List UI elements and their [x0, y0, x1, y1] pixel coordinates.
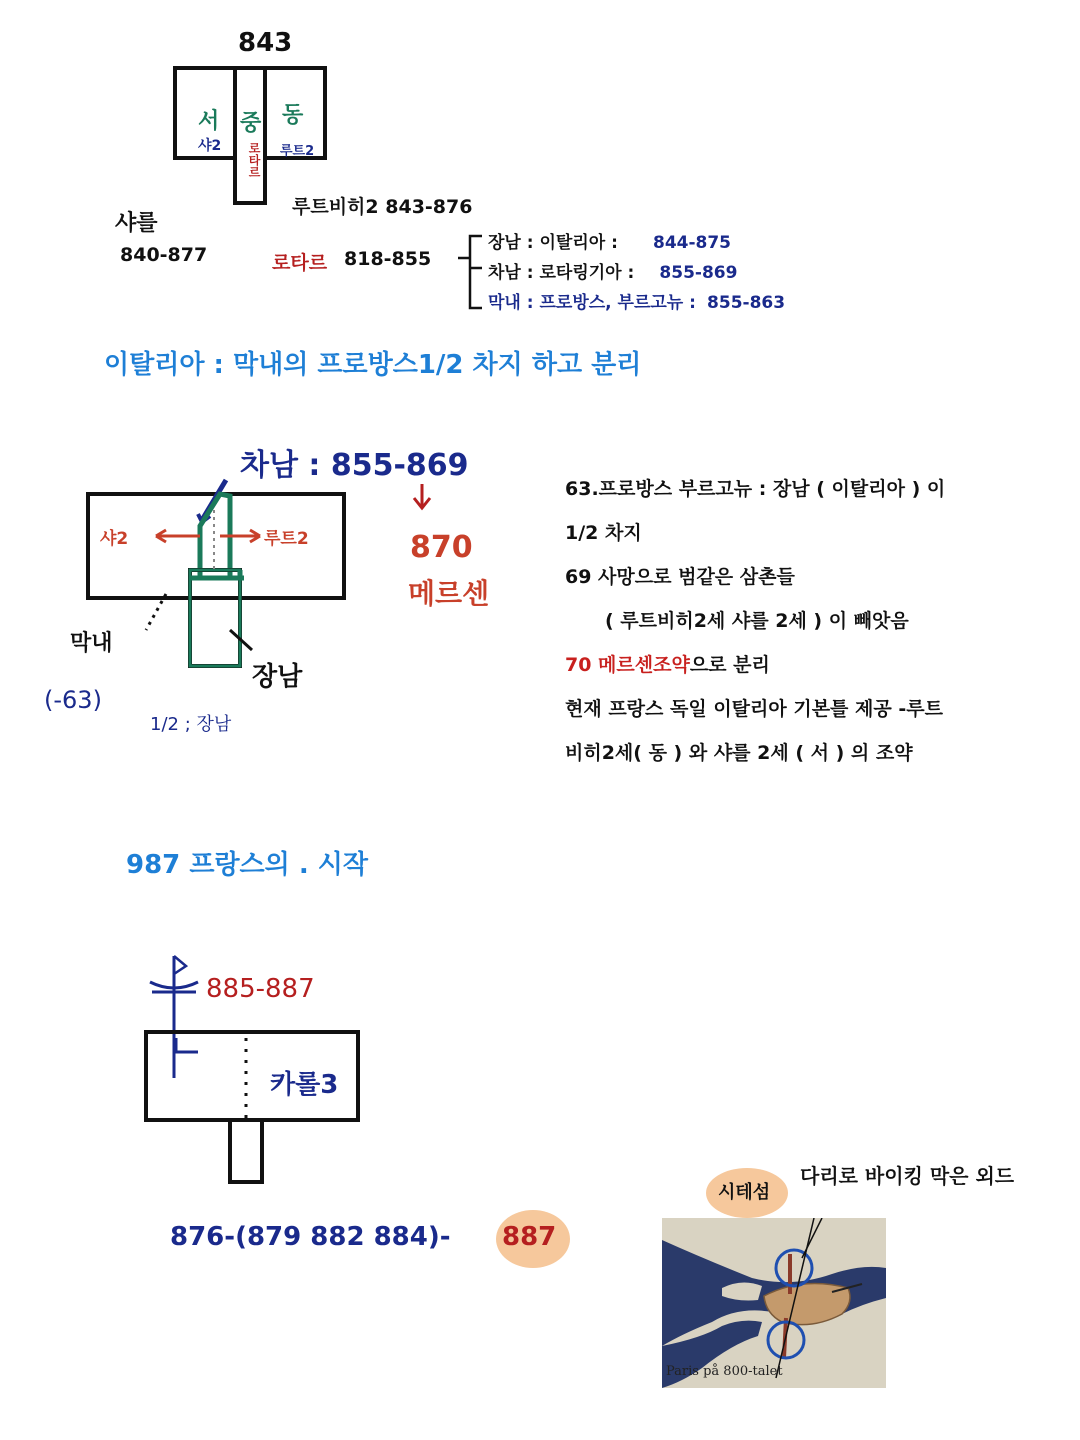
map-caption: Paris på 800-talet [666, 1364, 783, 1379]
eldest-label: 장남 [252, 662, 303, 692]
middle-label: 중 [240, 111, 262, 136]
east-sub-label: 루트2 [280, 144, 315, 159]
charles-name: 샤를 [115, 211, 158, 236]
paris-map [662, 1218, 886, 1388]
west-label: 서 [198, 109, 220, 134]
years-885-887: 885-887 [206, 974, 315, 1004]
sons-list [488, 228, 785, 318]
charles-years: 840-877 [120, 244, 208, 266]
mersen-label: 메르센 [408, 577, 490, 610]
sons-bracket [452, 228, 492, 318]
text-line: 1/2 차지 [565, 522, 642, 544]
treaty-rest: 으로 분리 [689, 654, 770, 676]
year-870: 870 [410, 530, 473, 565]
ludwig-years: 루트비히2 843-876 [292, 196, 473, 218]
lothar-years: 818-855 [344, 248, 432, 270]
text-line: 현재 프랑스 독일 이탈리아 기본틀 제공 -루트 [565, 698, 943, 720]
second-son-title: 차남 : 855-869 [240, 448, 469, 483]
middle-sub-label: 로타르 [247, 142, 261, 178]
heading-france: 987 프랑스의 . 시작 [126, 850, 369, 880]
son-row: 차남 : 로타링기아 : 855-869 [488, 263, 738, 283]
youngest-label: 막내 [70, 631, 113, 656]
son-row: 막내 : 프로방스, 부르고뉴 : 855-863 [488, 293, 786, 313]
charles3-label: 카롤3 [270, 1070, 339, 1100]
heading-italy: 이탈리아 : 막내의 프로방스1/2 차지 하고 분리 [104, 350, 642, 380]
lothar-name: 로타르 [272, 252, 328, 274]
note-half-eldest: 1/2 ; 장남 [150, 714, 232, 735]
text-line: 69 사망으로 범같은 삼촌들 [565, 566, 795, 588]
son-row: 장남 : 이탈리아 : 844-875 [488, 233, 732, 253]
text-line: 비히2세( 동 ) 와 샤를 2세 ( 서 ) 의 조약 [565, 742, 913, 764]
treaty-highlight: 70 메르센조약 [565, 654, 690, 676]
note-63: (-63) [44, 686, 102, 714]
text-line: ( 루트비히2세 샤를 2세 ) 이 빼앗음 [605, 610, 909, 632]
west-sub-label: 샤2 [198, 138, 222, 154]
bridge-caption: 다리로 바이킹 막은 외드 [800, 1164, 1015, 1188]
ile-de-la-cite-label: 시테섬 [718, 1182, 771, 1203]
paris-map-drawing [662, 1218, 886, 1388]
east-label-870: 루트2 [264, 529, 309, 549]
timeline-887: 887 [502, 1222, 557, 1252]
treaty-line [565, 654, 945, 698]
east-label: 동 [282, 103, 304, 128]
west-label-870: 샤2 [100, 529, 129, 549]
explanation-text [565, 478, 945, 786]
timeline-years: 876-(879 882 884)- [170, 1222, 451, 1252]
text-line: 63.프로방스 부르고뉴 : 장남 ( 이탈리아 ) 이 [565, 478, 946, 500]
year-843: 843 [238, 28, 293, 58]
